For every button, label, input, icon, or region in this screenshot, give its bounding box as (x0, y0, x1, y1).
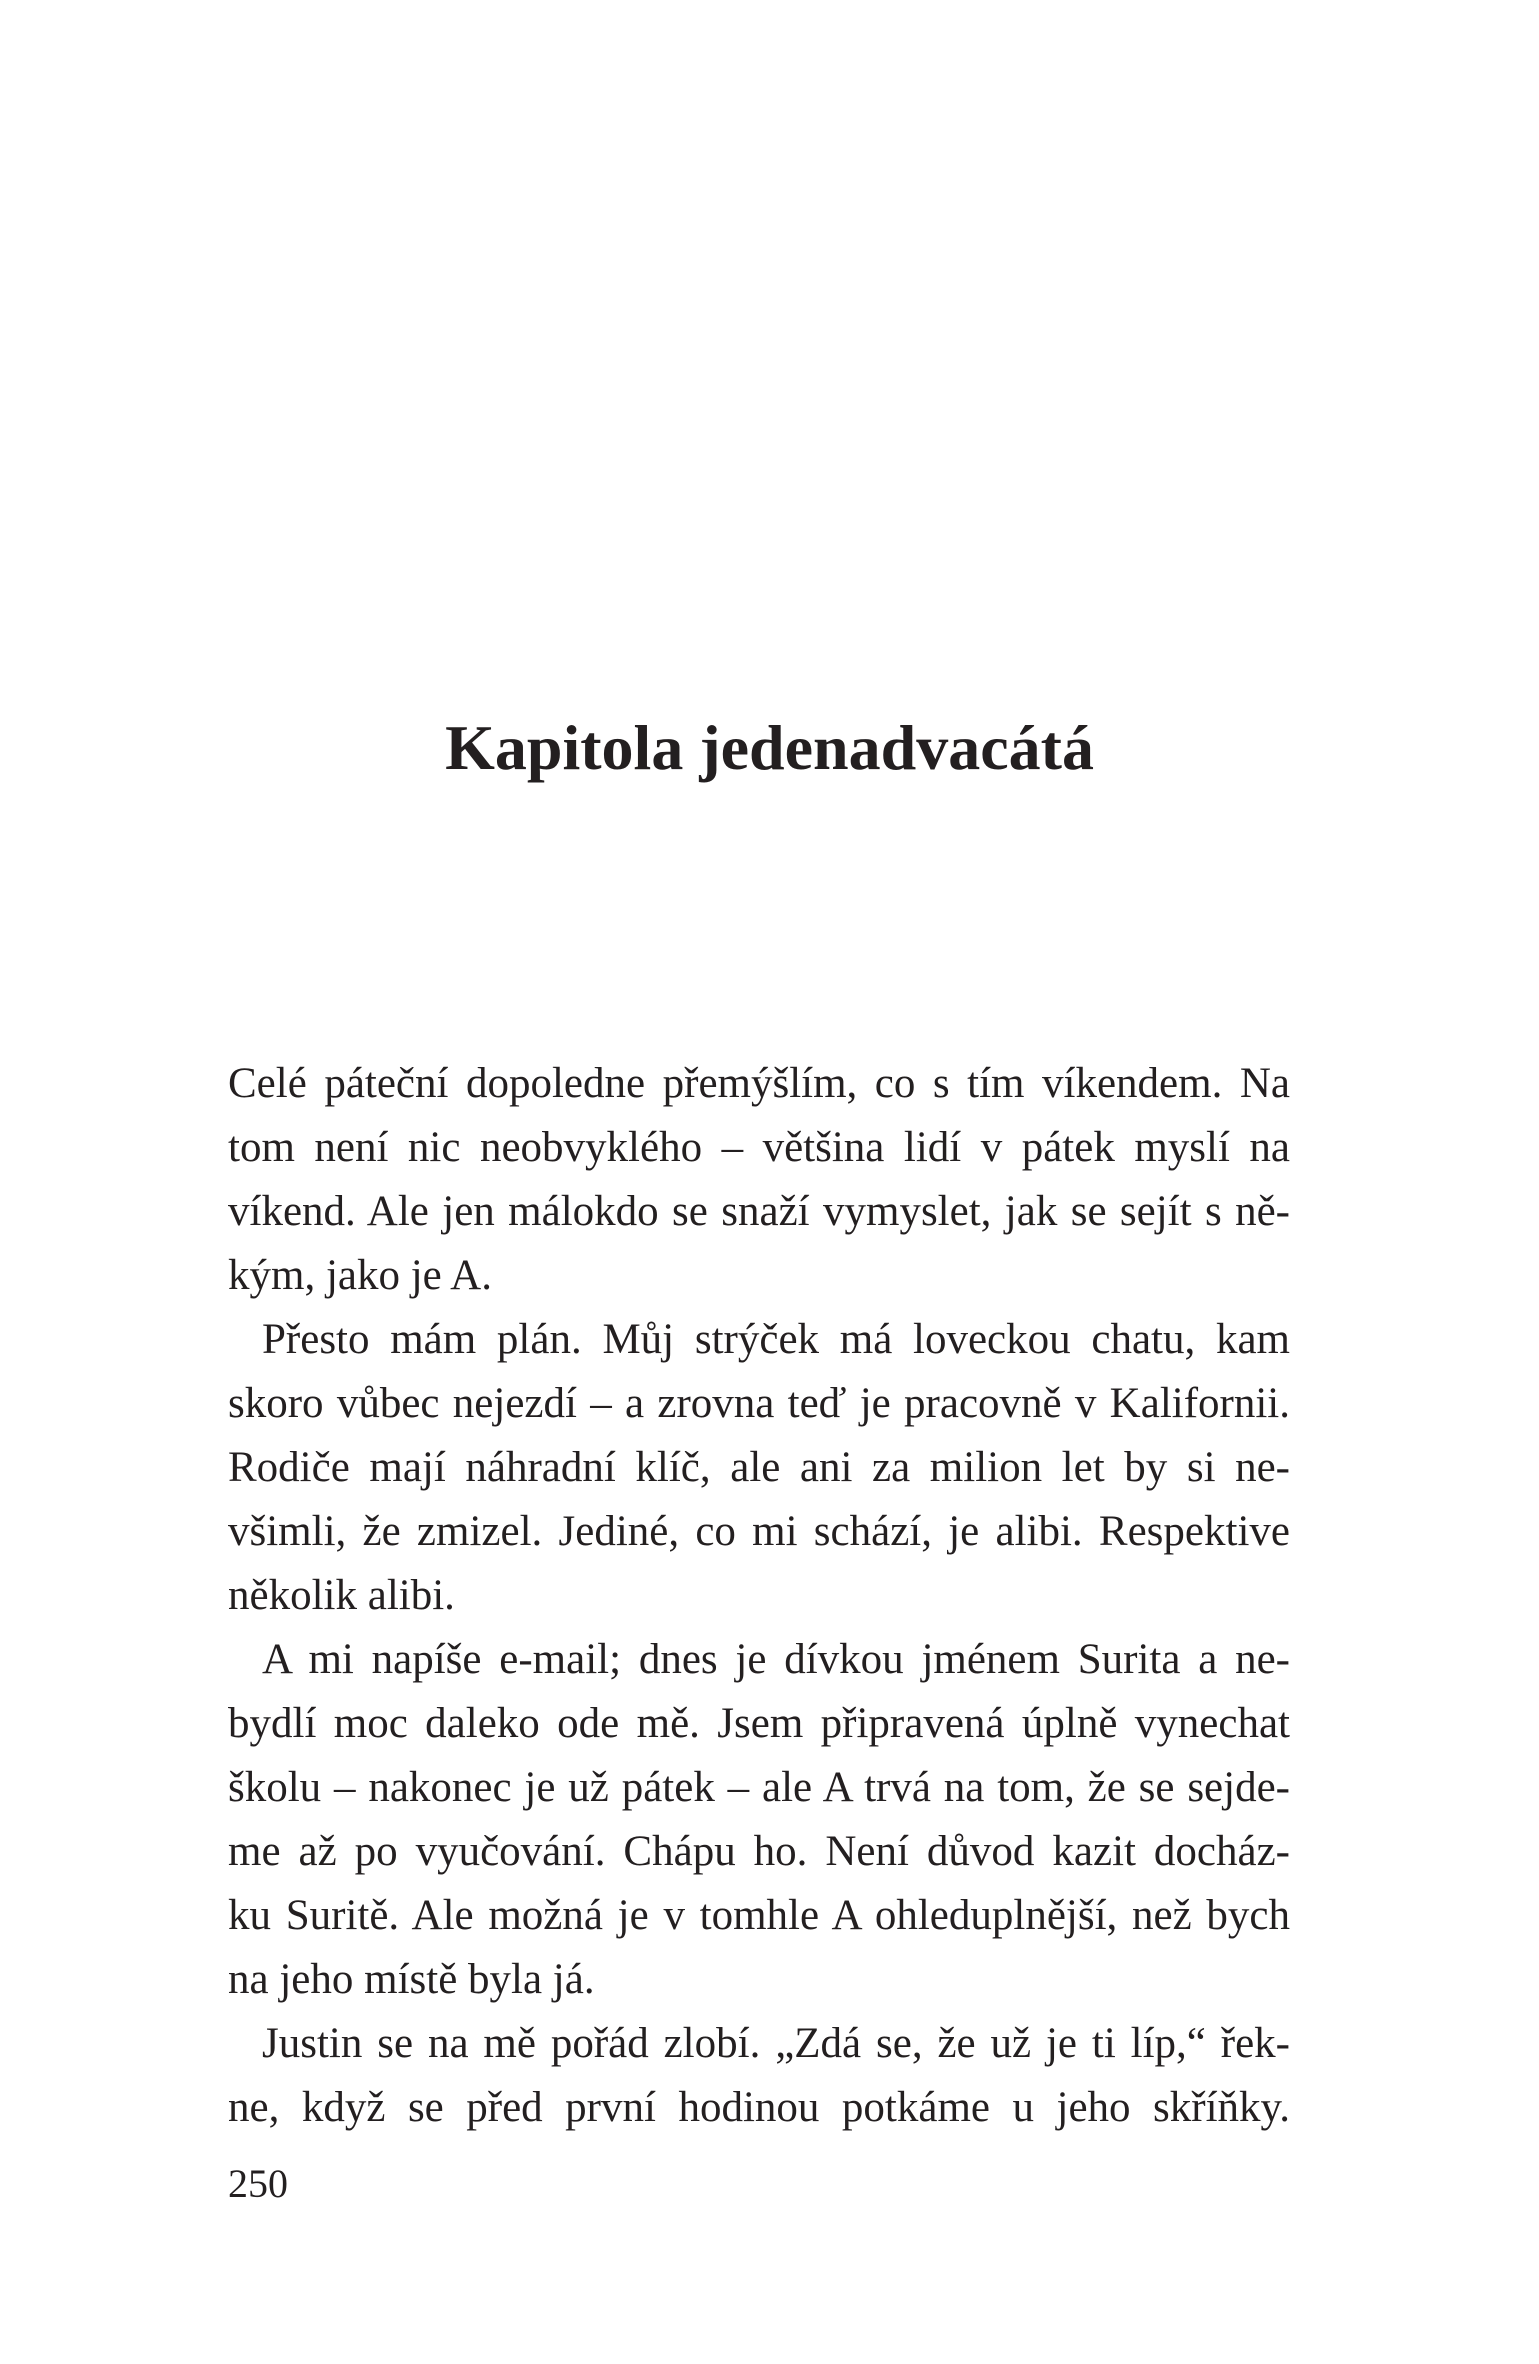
text-line: me až po vyučování. Chápu ho. Není důvod kazit docház- (228, 1828, 1290, 1875)
text-line: Přesto mám plán. Můj strýček má loveckou chatu, kam (262, 1316, 1290, 1363)
page-number: 250 (228, 2161, 288, 2206)
chapter-title: Kapitola jedenadvacátá (445, 712, 1094, 783)
text-line: A mi napíše e-mail; dnes je dívkou jménem Surita a ne- (262, 1636, 1290, 1683)
text-line: školu – nakonec je už pátek – ale A trvá na tom, že se sejde- (228, 1764, 1290, 1811)
text-line: skoro vůbec nejezdí – a zrovna teď je pracovně v Kalifornii. (228, 1380, 1290, 1427)
text-line: všimli, že zmizel. Jediné, co mi schází, je alibi. Respektive (228, 1508, 1290, 1555)
text-line: Justin se na mě pořád zlobí. „Zdá se, že už je ti líp,“ řek- (262, 2020, 1290, 2067)
text-line: kým, jako je A. (228, 1252, 492, 1299)
text-line: bydlí moc daleko ode mě. Jsem připravená úplně vynechat (228, 1700, 1290, 1747)
text-line: Celé páteční dopoledne přemýšlím, co s tím víkendem. Na (228, 1060, 1290, 1107)
text-line: na jeho místě byla já. (228, 1956, 595, 2003)
text-line: tom není nic neobvyklého – většina lidí v pátek myslí na (228, 1124, 1290, 1171)
text-line: ku Suritě. Ale možná je v tomhle A ohleduplnější, než bych (228, 1892, 1290, 1939)
text-line: víkend. Ale jen málokdo se snaží vymyslet, jak se sejít s ně- (228, 1188, 1290, 1235)
text-line: ne, když se před první hodinou potkáme u jeho skříňky. (228, 2084, 1290, 2131)
text-line: několik alibi. (228, 1572, 455, 1619)
body-text (228, 1052, 1290, 2140)
text-line: Rodiče mají náhradní klíč, ale ani za milion let by si ne- (228, 1444, 1290, 1491)
